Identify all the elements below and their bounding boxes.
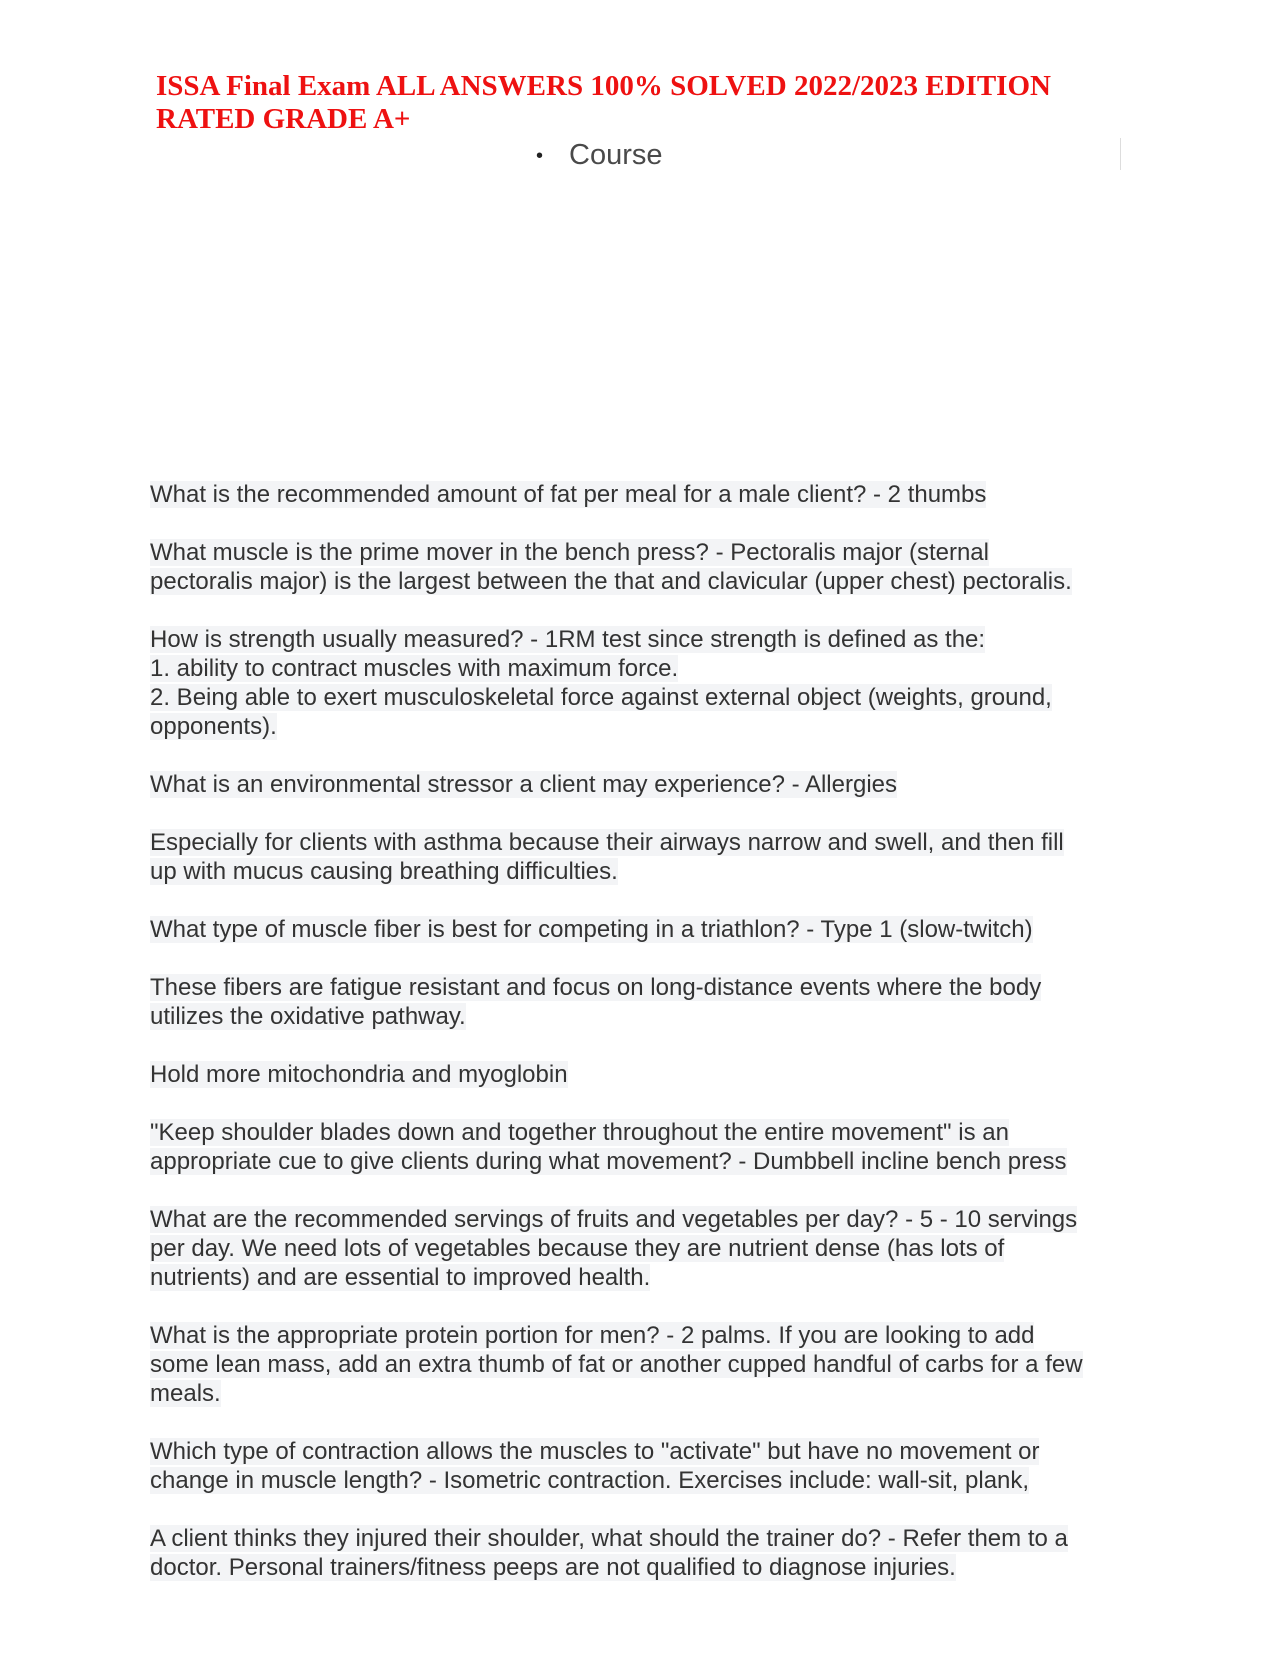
qa-line-text: What muscle is the prime mover in the bench press? - Pectoralis major (sternal: [150, 539, 989, 566]
qa-line: [150, 538, 1130, 567]
qa-line-text: utilizes the oxidative pathway.: [150, 1003, 466, 1030]
qa-paragraph: [150, 828, 1130, 886]
qa-line: [150, 770, 1130, 799]
qa-line: [150, 1147, 1130, 1176]
qa-line-text: doctor. Personal trainers/fitness peeps are not qualified to diagnose injuries.: [150, 1554, 956, 1581]
qa-paragraph: [150, 1524, 1130, 1582]
qa-paragraph: [150, 1205, 1130, 1292]
qa-paragraph: [150, 915, 1130, 944]
qa-line-text: These fibers are fatigue resistant and focus on long-distance events where the body: [150, 974, 1042, 1001]
qa-line-text: What is the recommended amount of fat per meal for a male client? - 2 thumbs: [150, 481, 987, 508]
qa-line-text: opponents).: [150, 713, 277, 740]
qa-line: [150, 1205, 1130, 1234]
qa-line: [150, 1524, 1130, 1553]
qa-line-text: some lean mass, add an extra thumb of fat or another cupped handful of carbs for a few: [150, 1351, 1083, 1378]
qa-paragraph: [150, 973, 1130, 1031]
qa-line-text: Hold more mitochondria and myoglobin: [150, 1061, 568, 1088]
qa-line: [150, 1350, 1130, 1379]
qa-line: [150, 828, 1130, 857]
qa-line-text: 2. Being able to exert musculoskeletal force against external object (weights, ground,: [150, 684, 1052, 711]
course-label: Course: [569, 139, 663, 171]
qa-paragraph: [150, 538, 1130, 596]
qa-line: [150, 654, 1130, 683]
qa-line-text: What type of muscle fiber is best for competing in a triathlon? - Type 1 (slow-twitch): [150, 916, 1033, 943]
qa-paragraph: [150, 625, 1130, 741]
qa-paragraph: [150, 1060, 1130, 1089]
qa-line: [150, 712, 1130, 741]
qa-line-text: How is strength usually measured? - 1RM test since strength is defined as the:: [150, 626, 986, 653]
qa-line-text: pectoralis major) is the largest between the that and clavicular (upper chest) pectoralis.: [150, 568, 1072, 595]
qa-line-text: A client thinks they injured their shoulder, what should the trainer do? - Refer them to a: [150, 1525, 1068, 1552]
qa-line: [150, 973, 1130, 1002]
qa-line: [150, 1118, 1130, 1147]
qa-line: [150, 857, 1130, 886]
bullet-icon: •: [536, 145, 544, 167]
qa-line: [150, 480, 1130, 509]
qa-line-text: 1. ability to contract muscles with maximum force.: [150, 655, 679, 682]
qa-line-text: meals.: [150, 1380, 221, 1407]
qa-line-text: "Keep shoulder blades down and together throughout the entire movement" is an: [150, 1119, 1009, 1146]
qa-paragraph: [150, 1118, 1130, 1176]
qa-line-text: What is the appropriate protein portion for men? - 2 palms. If you are looking to add: [150, 1322, 1035, 1349]
qa-line: [150, 1437, 1130, 1466]
qa-line: [150, 567, 1130, 596]
qa-line-text: What is an environmental stressor a client may experience? - Allergies: [150, 771, 897, 798]
qa-line-text: appropriate cue to give clients during what movement? - Dumbbell incline bench press: [150, 1148, 1067, 1175]
qa-paragraph: [150, 480, 1130, 509]
qa-paragraph: [150, 1321, 1130, 1408]
qa-paragraph: [150, 770, 1130, 799]
qa-line: [150, 1553, 1130, 1582]
qa-line: [150, 625, 1130, 654]
qa-line: [150, 1060, 1130, 1089]
qa-line-text: change in muscle length? - Isometric contraction. Exercises include: wall-sit, plank,: [150, 1467, 1030, 1494]
qa-line: [150, 683, 1130, 712]
qa-line-text: per day. We need lots of vegetables because they are nutrient dense (has lots of: [150, 1235, 1005, 1262]
qa-line: [150, 1379, 1130, 1408]
qa-list: [150, 480, 1130, 1611]
course-list-item: [536, 138, 663, 172]
qa-line: [150, 915, 1130, 944]
qa-line-text: What are the recommended servings of fruits and vegetables per day? - 5 - 10 servings: [150, 1206, 1078, 1233]
qa-line-text: Especially for clients with asthma because their airways narrow and swell, and then fill: [150, 829, 1064, 856]
qa-line-text: nutrients) and are essential to improved health.: [150, 1264, 651, 1291]
qa-paragraph: [150, 1437, 1130, 1495]
qa-line: [150, 1002, 1130, 1031]
qa-line: [150, 1466, 1130, 1495]
qa-line-text: Which type of contraction allows the muscles to "activate" but have no movement or: [150, 1438, 1040, 1465]
document-title: ISSA Final Exam ALL ANSWERS 100% SOLVED 2022/2023 EDITION RATED GRADE A+: [156, 70, 1051, 135]
qa-line-text: up with mucus causing breathing difficulties.: [150, 858, 618, 885]
qa-line: [150, 1321, 1130, 1350]
qa-line: [150, 1263, 1130, 1292]
qa-line: [150, 1234, 1130, 1263]
vertical-divider: [1120, 138, 1121, 170]
